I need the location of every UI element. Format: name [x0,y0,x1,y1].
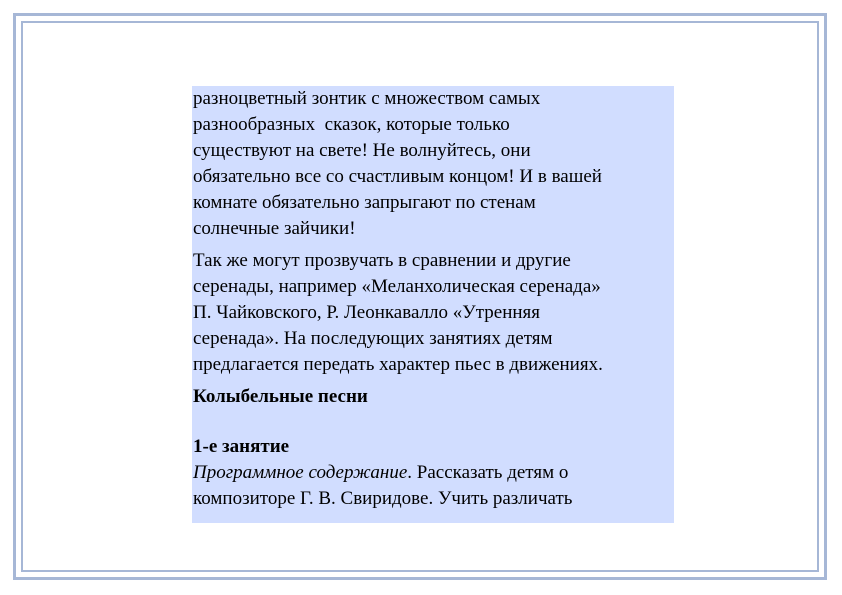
lesson-line: композиторе Г. В. Свиридове. Учить различать [193,488,573,509]
paragraph-line: предлагается передать характер пьес в движениях. [193,354,603,375]
paragraph-line: П. Чайковского, Р. Леонкавалло «Утренняя [193,302,541,323]
lesson-line [193,460,674,486]
paragraph-line: Так же могут прозвучать в сравнении и другие [193,250,571,271]
paragraph-line: серенады, например «Меланхолическая серенада» [193,276,601,297]
paragraph-line: существуют на свете! Не волнуйтесь, они [193,140,531,161]
paragraph-line: солнечные зайчики! [193,218,356,239]
paragraph-line: обязательно все со счастливым концом! И в вашей [193,166,602,187]
paragraph-line: серенада». На последующих занятиях детям [193,328,553,349]
blank-line [193,410,674,434]
program-content-label: Программное содержание [193,462,408,483]
paragraph-line: комнате обязательно запрыгают по стенам [193,192,536,213]
section-heading: Колыбельные песни [193,386,368,407]
highlighted-text-block [192,86,674,523]
lesson-heading: 1-е занятие [193,436,290,457]
paragraph-line: разноцветный зонтик с множеством самых [193,88,541,109]
paragraph-line: разнообразных сказок, которые только [193,114,510,135]
lesson-line-rest: . Рассказать детям о [407,462,569,483]
